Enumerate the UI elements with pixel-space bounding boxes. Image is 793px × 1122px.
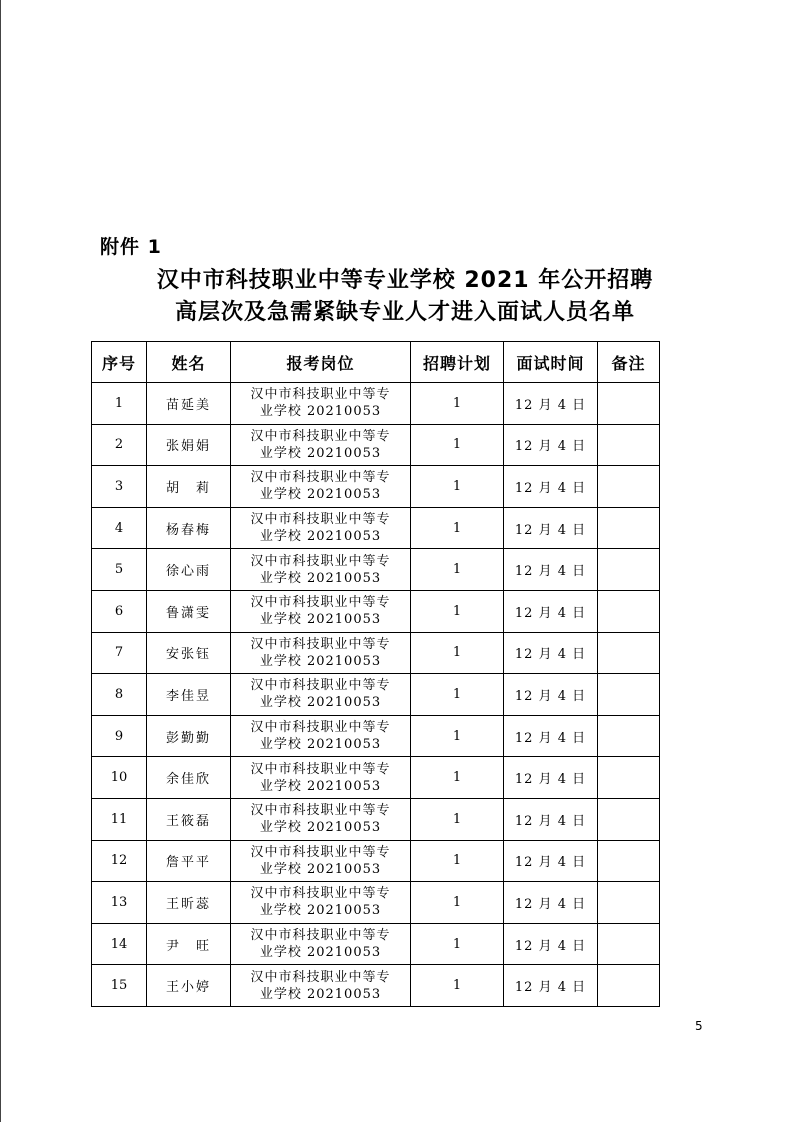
applied-post-line-2: 业学校 20210053 <box>259 945 382 961</box>
recruitment-plan: 1 <box>411 674 504 716</box>
table-row <box>92 798 660 840</box>
row-index: 6 <box>92 590 147 632</box>
applied-post <box>231 923 411 965</box>
applied-post <box>231 549 411 591</box>
interview-time: 12 月 4 日 <box>504 923 598 965</box>
table-row <box>92 715 660 757</box>
interview-time: 12 月 4 日 <box>504 383 598 425</box>
applied-post-line-1: 汉中市科技职业中等专 <box>250 678 391 694</box>
row-index: 5 <box>92 549 147 591</box>
table-row <box>92 590 660 632</box>
row-index: 4 <box>92 507 147 549</box>
applied-post <box>231 840 411 882</box>
applied-post <box>231 424 411 466</box>
recruitment-plan: 1 <box>411 383 504 425</box>
row-index: 12 <box>92 840 147 882</box>
remark <box>598 466 660 508</box>
applied-post-line-1: 汉中市科技职业中等专 <box>250 428 391 444</box>
interview-time: 12 月 4 日 <box>504 424 598 466</box>
applied-post-line-1: 汉中市科技职业中等专 <box>250 928 391 944</box>
attachment-label: 附件 1 <box>100 236 162 258</box>
table-row <box>92 549 660 591</box>
candidate-name: 余佳欣 <box>147 757 231 799</box>
table-row <box>92 965 660 1007</box>
candidate-name: 徐心雨 <box>147 549 231 591</box>
table-row <box>92 507 660 549</box>
applied-post-line-1: 汉中市科技职业中等专 <box>250 761 391 777</box>
row-index: 8 <box>92 674 147 716</box>
recruitment-plan: 1 <box>411 757 504 799</box>
interview-time: 12 月 4 日 <box>504 715 598 757</box>
applied-post <box>231 590 411 632</box>
candidate-name: 王昕蕊 <box>147 882 231 924</box>
recruitment-plan: 1 <box>411 507 504 549</box>
applied-post <box>231 466 411 508</box>
candidate-name: 彭勤勤 <box>147 715 231 757</box>
candidate-name: 安张钰 <box>147 632 231 674</box>
recruitment-plan: 1 <box>411 715 504 757</box>
recruitment-plan: 1 <box>411 965 504 1007</box>
remark <box>598 840 660 882</box>
interview-time: 12 月 4 日 <box>504 466 598 508</box>
interview-time: 12 月 4 日 <box>504 757 598 799</box>
applied-post-line-2: 业学校 20210053 <box>259 986 382 1002</box>
row-index: 3 <box>92 466 147 508</box>
applied-post <box>231 383 411 425</box>
candidate-name: 王小婷 <box>147 965 231 1007</box>
document-title-line-1: 汉中市科技职业中等专业学校 2021 年公开招聘 <box>156 268 654 293</box>
interview-time: 12 月 4 日 <box>504 590 598 632</box>
applied-post-line-1: 汉中市科技职业中等专 <box>250 512 391 528</box>
remark <box>598 632 660 674</box>
remark <box>598 715 660 757</box>
row-index: 14 <box>92 923 147 965</box>
recruitment-plan: 1 <box>411 466 504 508</box>
page-number: 5 <box>695 1019 703 1033</box>
row-index: 2 <box>92 424 147 466</box>
interview-time: 12 月 4 日 <box>504 840 598 882</box>
interview-time: 12 月 4 日 <box>504 965 598 1007</box>
applied-post-line-2: 业学校 20210053 <box>259 737 382 753</box>
remark <box>598 923 660 965</box>
candidate-name: 胡 莉 <box>147 466 231 508</box>
candidate-name: 苗延美 <box>147 383 231 425</box>
table-row <box>92 674 660 716</box>
document-title-line-2: 高层次及急需紧缺专业人才进入面试人员名单 <box>174 300 635 325</box>
row-index: 7 <box>92 632 147 674</box>
header-remark: 备注 <box>598 342 660 383</box>
recruitment-plan: 1 <box>411 590 504 632</box>
applied-post-line-2: 业学校 20210053 <box>259 653 382 669</box>
interview-time: 12 月 4 日 <box>504 632 598 674</box>
applied-post <box>231 798 411 840</box>
applied-post <box>231 882 411 924</box>
row-index: 9 <box>92 715 147 757</box>
candidate-name: 张娟娟 <box>147 424 231 466</box>
remark <box>598 965 660 1007</box>
applied-post-line-1: 汉中市科技职业中等专 <box>250 803 391 819</box>
interview-roster-table <box>91 341 660 1007</box>
header-post: 报考岗位 <box>231 342 411 383</box>
table-body <box>92 383 660 1007</box>
table-row <box>92 882 660 924</box>
header-interview-time: 面试时间 <box>504 342 598 383</box>
remark <box>598 882 660 924</box>
table-row <box>92 923 660 965</box>
applied-post-line-2: 业学校 20210053 <box>259 487 382 503</box>
recruitment-plan: 1 <box>411 923 504 965</box>
candidate-name: 鲁潇雯 <box>147 590 231 632</box>
remark <box>598 590 660 632</box>
interview-time: 12 月 4 日 <box>504 674 598 716</box>
candidate-name: 詹平平 <box>147 840 231 882</box>
applied-post-line-2: 业学校 20210053 <box>259 570 382 586</box>
table-row <box>92 840 660 882</box>
recruitment-plan: 1 <box>411 882 504 924</box>
remark <box>598 798 660 840</box>
header-index: 序号 <box>92 342 147 383</box>
applied-post <box>231 715 411 757</box>
applied-post-line-2: 业学校 20210053 <box>259 778 382 794</box>
applied-post-line-2: 业学校 20210053 <box>259 820 382 836</box>
row-index: 10 <box>92 757 147 799</box>
applied-post-line-1: 汉中市科技职业中等专 <box>250 387 391 403</box>
applied-post <box>231 507 411 549</box>
interview-time: 12 月 4 日 <box>504 882 598 924</box>
remark <box>598 424 660 466</box>
page-left-edge <box>0 0 1 1122</box>
applied-post-line-1: 汉中市科技职业中等专 <box>250 470 391 486</box>
candidate-name: 王筱磊 <box>147 798 231 840</box>
applied-post <box>231 674 411 716</box>
applied-post-line-2: 业学校 20210053 <box>259 695 382 711</box>
applied-post-line-1: 汉中市科技职业中等专 <box>250 844 391 860</box>
applied-post-line-1: 汉中市科技职业中等专 <box>250 969 391 985</box>
applied-post <box>231 965 411 1007</box>
remark <box>598 507 660 549</box>
table-row <box>92 632 660 674</box>
applied-post-line-1: 汉中市科技职业中等专 <box>250 553 391 569</box>
table-header-row <box>92 342 660 383</box>
interview-time: 12 月 4 日 <box>504 798 598 840</box>
table-row <box>92 424 660 466</box>
interview-time: 12 月 4 日 <box>504 507 598 549</box>
table-row <box>92 466 660 508</box>
applied-post-line-2: 业学校 20210053 <box>259 445 382 461</box>
applied-post <box>231 757 411 799</box>
remark <box>598 757 660 799</box>
recruitment-plan: 1 <box>411 798 504 840</box>
row-index: 1 <box>92 383 147 425</box>
applied-post-line-2: 业学校 20210053 <box>259 903 382 919</box>
candidate-name: 李佳昱 <box>147 674 231 716</box>
applied-post-line-2: 业学校 20210053 <box>259 612 382 628</box>
row-index: 11 <box>92 798 147 840</box>
applied-post-line-1: 汉中市科技职业中等专 <box>250 595 391 611</box>
remark <box>598 383 660 425</box>
row-index: 15 <box>92 965 147 1007</box>
applied-post-line-2: 业学校 20210053 <box>259 861 382 877</box>
table-row <box>92 383 660 425</box>
recruitment-plan: 1 <box>411 549 504 591</box>
remark <box>598 674 660 716</box>
table-row <box>92 757 660 799</box>
candidate-name: 杨春梅 <box>147 507 231 549</box>
applied-post-line-2: 业学校 20210053 <box>259 529 382 545</box>
applied-post-line-2: 业学校 20210053 <box>259 404 382 420</box>
applied-post <box>231 632 411 674</box>
header-plan: 招聘计划 <box>411 342 504 383</box>
remark <box>598 549 660 591</box>
applied-post-line-1: 汉中市科技职业中等专 <box>250 720 391 736</box>
candidate-name: 尹 旺 <box>147 923 231 965</box>
applied-post-line-1: 汉中市科技职业中等专 <box>250 636 391 652</box>
interview-time: 12 月 4 日 <box>504 549 598 591</box>
recruitment-plan: 1 <box>411 424 504 466</box>
applied-post-line-1: 汉中市科技职业中等专 <box>250 886 391 902</box>
header-name: 姓名 <box>147 342 231 383</box>
row-index: 13 <box>92 882 147 924</box>
recruitment-plan: 1 <box>411 632 504 674</box>
recruitment-plan: 1 <box>411 840 504 882</box>
